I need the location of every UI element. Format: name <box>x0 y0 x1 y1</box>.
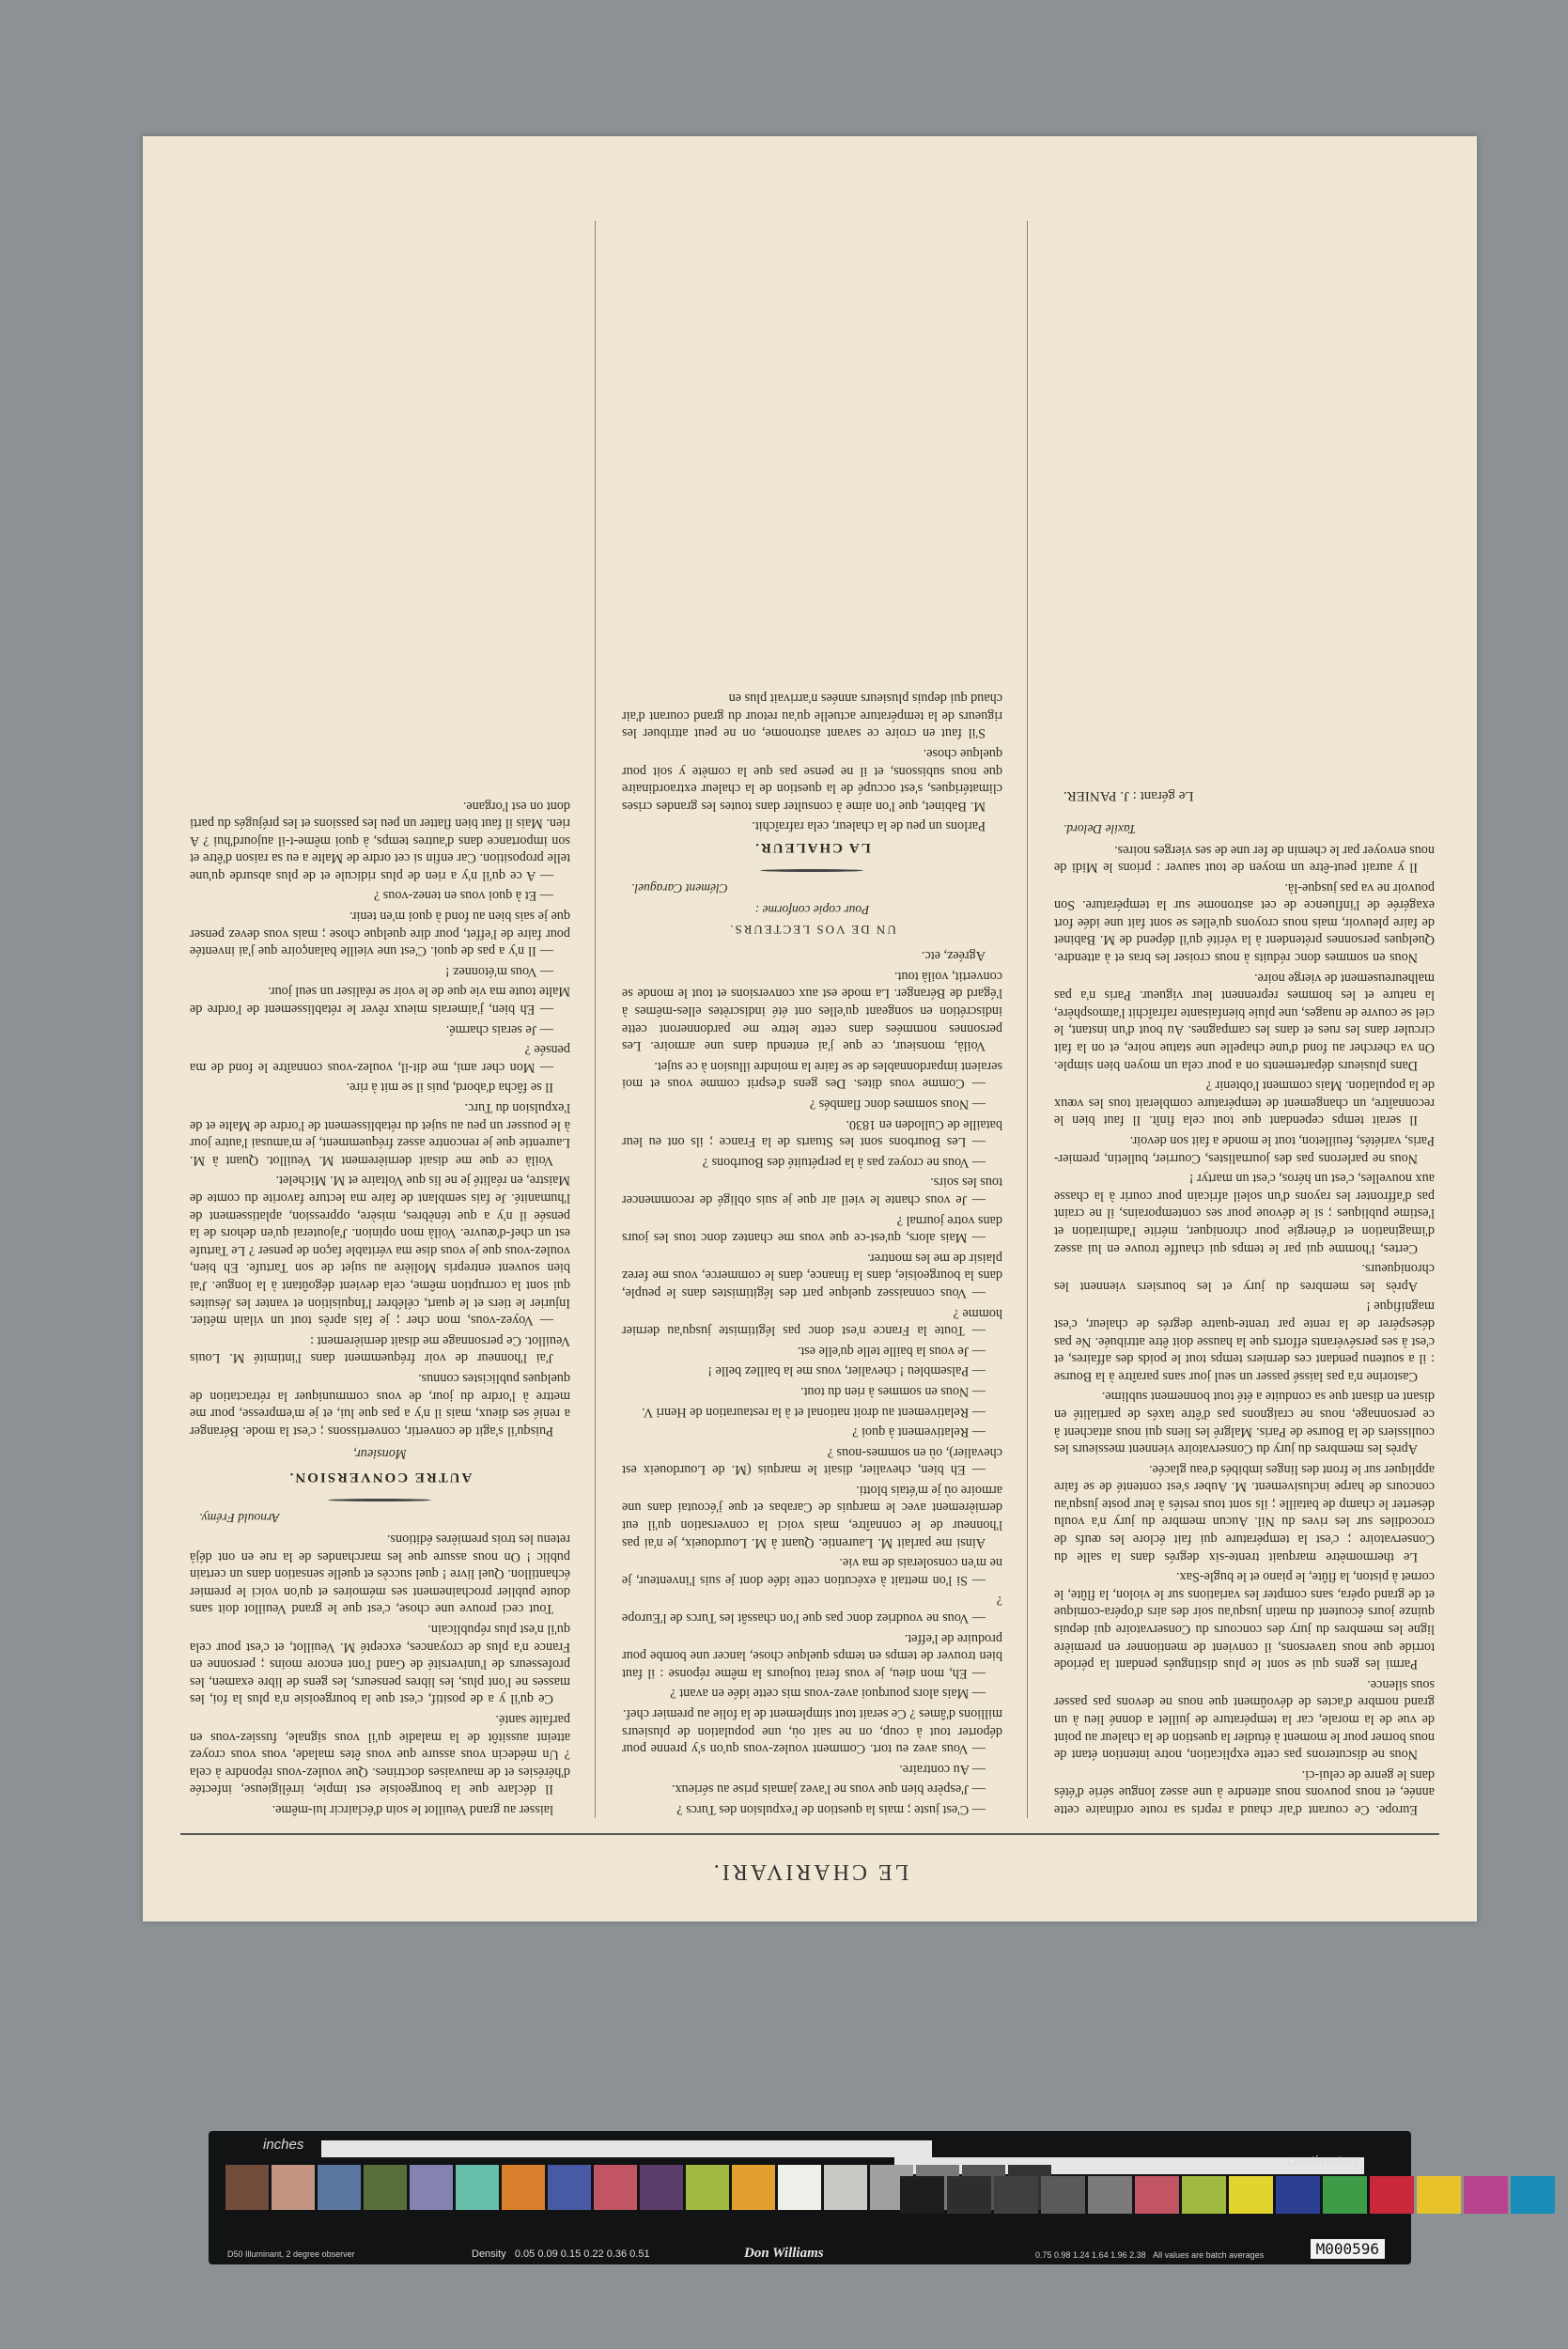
color-patch <box>318 2165 361 2210</box>
ornament-rule <box>329 1499 432 1501</box>
letter-byline: UN DE VOS LECTEURS. <box>728 922 896 937</box>
author-signature: Arnould Frémy. <box>199 1511 280 1526</box>
paragraph: Voilà ce que me disait dernièrement M. Veuillot. Quant à M. Laurentie que je rencontre assez fréquemment, je m'amusai l'autre jour à le pousser un peu au sujet du rétablissement de l'ordre de Malte et de l'expulsion du Turc. <box>190 1100 570 1168</box>
column-2-text-after <box>622 690 1002 835</box>
color-patch <box>594 2165 637 2210</box>
color-patch <box>1041 2176 1085 2214</box>
paragraph: Parmi les gens qui se sont le plus distingués pendant la période torride que nous traversons, il convient de mentionner en première ligne les membres du jury des concours du Conservatoire qui depuis quinze jours écoutent du matin jusqu'au soir des airs d'opéra-comique et de grand opéra, sans compter les variations sur le violon, la flûte, le cornet à piston, la flûte, le piano et le bugle-Sax. <box>1054 1569 1435 1672</box>
letter-salutation: Monsieur, <box>353 1446 407 1462</box>
paragraph: Nous ne discuterons pas cette explication, notre intention étant de nous borner pour le moment à étudier la question de la chaleur au point de vue de la morale, car la température de juillet a donné lieu à un grand nombre d'actes de dévoûment que nous ne devons pas passer sous silence. <box>1054 1676 1435 1763</box>
paragraph: Puisqu'il s'agit de convertir, convertissons ; c'est la mode. Béranger a renié ses dieux, mais il n'y a pas que lui, et je m'empresse, pour me mettre à l'ordre du jour, de vous communiquer la rétractation de quelques publicistes connus. <box>190 1370 570 1439</box>
color-patch <box>272 2165 315 2210</box>
color-patch <box>1323 2176 1367 2214</box>
color-patch <box>732 2165 775 2210</box>
paragraph: Agréez, etc. <box>921 948 986 964</box>
paragraph: — Relativement au droit national et à la restauration de Henri V. <box>642 1404 986 1420</box>
color-patch <box>778 2165 821 2210</box>
paragraph: — Eh bien, j'aimerais mieux rêver le rétablissement de l'ordre de Malte toute ma vie que de le voir se réaliser un seul jour. <box>190 984 570 1018</box>
color-patches-right <box>900 2176 1555 2214</box>
paragraph: Il se fâcha d'abord, puis il se mit à rire. <box>346 1080 553 1096</box>
ornament-rule <box>761 869 864 872</box>
paragraph: J'ai l'honneur de voir fréquemment dans l'intimité M. Louis Veuillot. Ce personnage me disait dernièrement : <box>190 1332 570 1366</box>
color-patch <box>640 2165 683 2210</box>
inches-label: inches <box>263 2137 304 2153</box>
paragraph: — Si l'on mettait à exécution cette idée dont je suis l'inventeur, je ne m'en consolerais de ma vie. <box>622 1555 1002 1588</box>
author-signature: Taxile Delord. <box>1063 821 1136 836</box>
color-patch <box>1464 2176 1508 2214</box>
paragraph: — Je vous la baille telle qu'elle est. <box>797 1343 986 1359</box>
paragraph: Le thermomètre marquait trente-six degrés dans la salle du Conservatoire ; c'est la température qui fait éclore les œufs de crocodiles sur les rives du Nil. Aucun membre du jury n'a voulu déserter le champ de bataille ; ils sont tous restés à leur poste jusqu'au concours de harpe inclusivement. M. Auber s'est contenté de se faire appliquer sur le front des linges imbibés d'eau glacée. <box>1054 1461 1435 1564</box>
averages-text: All values are batch averages <box>1153 2250 1265 2260</box>
paragraph: — Mais alors pourquoi avez-vous mis cette idée en avant ? <box>670 1686 986 1702</box>
column-2 <box>622 221 1002 1818</box>
averages-note <box>1035 2250 1264 2260</box>
paragraph: — Mais alors, qu'est-ce que vous me chantez donc tous les jours dans votre journal ? <box>622 1212 1002 1246</box>
color-patch <box>502 2165 545 2210</box>
column-3 <box>190 221 570 1818</box>
illuminant-note: D50 Illuminant, 2 degree observer <box>227 2249 355 2259</box>
brand-logo: Don Williams <box>744 2246 824 2261</box>
paragraph: Nous ne parlerons pas des journalistes, Courrier, bulletin, premier-Paris, variétés, feuilleton, tout le monde a fait son devoir. <box>1054 1133 1435 1166</box>
centimeters-label: centimeters <box>1287 2154 1360 2170</box>
paragraph: — Vous ne voudriez donc pas que l'on chassât les Turcs de l'Europe ? <box>622 1593 1002 1626</box>
paragraph: — Vous avez eu tort. Comment voulez-vous qu'on s'y prenne pour déporter tout à coup, on ne sait où, une population de plusieurs millions d'âmes ? Ce serait tout simplement de la folie au premier chef. <box>622 1706 1002 1757</box>
color-patch <box>548 2165 591 2210</box>
accession-number: M000596 <box>1311 2239 1385 2259</box>
column-divider <box>595 221 596 1818</box>
paragraph: — Je vous chante le vieil air que je suis obligé de recommencer tous les soirs. <box>622 1174 1002 1207</box>
paragraph: laisser au grand Veuillot le soin d'éclaircir lui-même. <box>272 1802 553 1817</box>
color-patch <box>1276 2176 1320 2214</box>
color-patch <box>1229 2176 1273 2214</box>
color-calibration-target <box>209 2131 1411 2264</box>
color-patch <box>1182 2176 1226 2214</box>
column-3-text-after <box>190 797 570 1439</box>
paragraph: — Voyez-vous, mon cher ; je fais après tout un vilain métier. Injurier le tiers et le quart, célébrer l'Inquisition et vanter les Jésuites qui sont la corruption même, cela devient dégoûtant à la longue. J'ai bien souvent entrepris Molière au sujet de son Tartufe. Eh bien, voulez-vous que je vous dise ma véritable façon de penser ? Le Tartufe est un chef-d'œuvre. Voilà mon opinion. J'ajouterai qu'en dehors de la pensée il n'y a que ténèbres, misère, oppression, aplatissement de l'humanité. Je fais semblant de faire ma lecture favorite du comte de Maistre, en réalité je ne lis que Voltaire et M. Michelet. <box>190 1173 570 1329</box>
copy-signature: Clément Caraguel. <box>631 881 728 896</box>
section-title-la-chaleur: LA CHALEUR. <box>753 839 871 855</box>
color-patch <box>994 2176 1038 2214</box>
paragraph: — Au contraire. <box>899 1761 986 1777</box>
upside-down-page <box>143 136 1477 1921</box>
color-patch <box>1135 2176 1179 2214</box>
column-1-text <box>1054 841 1435 1818</box>
paragraph: — C'est juste ; mais la question de l'expulsion des Turcs ? <box>676 1802 986 1817</box>
paragraph: — Relativement à quoi ? <box>852 1424 986 1440</box>
color-patch <box>1088 2176 1132 2214</box>
column-2-text <box>622 947 1002 1818</box>
color-patch <box>364 2165 407 2210</box>
color-patch <box>456 2165 499 2210</box>
color-patch <box>1511 2176 1555 2214</box>
section-title-autre-conversion: AUTRE CONVERSION. <box>287 1469 473 1485</box>
paragraph: Après les membres du jury du Conservatoire viennent messieurs les coulissiers de la Bourse de Paris. Malgré les liens qui nous attachent à ce personnage, nous ne craignons pas d'être taxés de partialité en disant en disant que sa conduite a été tout bonnement sublime. <box>1054 1389 1435 1457</box>
density-title: Density <box>472 2248 506 2260</box>
paragraph: Après les membres du jury et les boursiers viennent les chroniqueurs. <box>1054 1261 1435 1294</box>
paragraph: — Mon cher ami, me dit-il, voulez-vous connaître le fond de ma pensée ? <box>190 1042 570 1075</box>
density-values-right: 0.75 0.98 1.24 1.64 1.96 2.38 <box>1035 2250 1146 2260</box>
paragraph: — Vous m'étonnez ! <box>444 963 553 979</box>
gerant-line: Le gérant : J. PANIER. <box>1063 788 1194 804</box>
color-patch <box>686 2165 729 2210</box>
paragraph: — Et à quoi vous en tenez-vous ? <box>373 888 553 904</box>
color-patch <box>410 2165 453 2210</box>
paragraph: Europe. Ce courant d'air chaud a repris sa route ordinaire cette année, et nous pouvons nous attendre à une assez longue série d'étés dans le genre de celui-ci. <box>1054 1766 1435 1817</box>
color-patch <box>900 2176 944 2214</box>
paragraph: M. Babinet, que l'on aime à consulter dans toutes les grandes crises climatériques, s'est occupé de la question de la chaleur extraordinaire que nous subissons, et il ne pense pas que la comète y soit pour quelque chose. <box>622 745 1002 814</box>
color-patch <box>824 2165 867 2210</box>
paragraph: — Nous sommes donc flambés ? <box>809 1097 986 1112</box>
newspaper-sheet <box>143 136 1477 1921</box>
masthead-rule <box>180 1833 1439 1835</box>
paragraph: Castorine n'a pas laissé passer un seul jour sans paraître à la Bourse : il a soutenu pendant ces derniers temps tout le poids des affaires, et c'est à ses persévérants efforts que la hausse doit être attribuée. Ne pas désespérer de la rente par trente-quatre degrés de chaleur, c'est magnifique ! <box>1054 1299 1435 1384</box>
paragraph: — Nous en sommes à rien du tout. <box>800 1383 986 1399</box>
paragraph: — Je serais charmé. <box>445 1021 553 1037</box>
paragraph: — J'espère bien que vous ne l'avez jamais prise au sérieux. <box>671 1781 986 1797</box>
paragraph: — Toute la France n'est donc pas légitimiste jusqu'au dernier homme ? <box>622 1305 1002 1339</box>
paragraph: Certes, l'homme qui par le temps qui chauffe trouve en lui assez d'imagination et d'énergie pour chroniquer, mérite l'admiration et l'estime publiques ; si le dévoue pour ses contemporains, il ne craint pas d'affronter les rayons d'un soleil africain pour courir à la chasse aux nouvelles, c'est un héros, c'est un martyr ! <box>1054 1171 1435 1256</box>
paragraph: Voilà, monsieur, ce que j'ai entendu dans une armoire. Les personnes nommées dans cette lettre me pardonneront cette indiscrétion en songeant qu'elles ont été indiscrètes elles-mêmes à l'égard de Béranger. La mode est aux conversions et tout le monde se convertit, voilà tout. <box>622 968 1002 1054</box>
paragraph: — Palsembleu ! chevalier, vous me la baillez belle ! <box>707 1363 986 1379</box>
paragraph: — Vous connaissez quelque part des légitimistes dans le peuple, dans la bourgeoisie, dans la finance, dans le commerce, vous me ferez plaisir de me les montrer. <box>622 1250 1002 1300</box>
paragraph: Il déclare que la bourgeoisie est impie, irréligieuse, infectée d'hérésies et de mauvaises doctrines. Que voulez-vous répondre à cela ? Un médecin vous assure que vous êtes malade, vous vous croyez atteint aussitôt de la maladie qu'il vous signale, fussiez-vous en parfaite santé. <box>190 1712 570 1797</box>
paragraph: Nous en sommes donc réduits à nous croiser les bras et à attendre. Quelques personnes prétendent à la vérité qu'il dépend de M. Babinet de faire pleuvoir, mais nous croyons qu'elles se sont fait une idée fort exagérée de l'influence de cet astronome sur la température. Son pouvoir ne va pas jusque-là. <box>1054 879 1435 966</box>
copy-note: Pour copie conforme : <box>754 903 870 918</box>
color-patch <box>947 2176 991 2214</box>
paragraph: Parlons un peu de la chaleur, cela rafraîchit. <box>752 818 986 834</box>
paragraph: Ainsi me parlait M. Laurentie. Quant à M. Lourdoueix, je n'ai pas l'honneur de le connaître, mais voici la conversation qu'il eut dernièrement avec le marquis de Carabas et que j'écoutai dans une armoire où je m'étais blotti. <box>622 1482 1002 1550</box>
column-divider <box>1027 221 1028 1818</box>
density-label <box>472 2248 650 2260</box>
paragraph: Tout ceci prouve une chose, c'est que le grand Veuillot doit sans doute publier prochainement ses mémoires et qu'on voici le premier échantillon. Quel livre ! quel succès et quelle sensation dans un certain public ! On nous assure que les marchandes de la rue en ont déjà retenu les trois premières éditions. <box>190 1532 570 1617</box>
paragraph: S'il faut en croire ce savant astronome, on ne peut attribuer les rigueurs de la température actuelle qu'au retour du grand courant d'air chaud qui depuis plusieurs années n'arrivait plus en <box>622 691 1002 741</box>
density-values: 0.05 0.09 0.15 0.22 0.36 0.51 <box>514 2248 650 2260</box>
column-1 <box>1054 221 1435 1818</box>
inch-ruler <box>321 2140 932 2157</box>
paragraph: Il serait temps cependant que tout cela finît. Il faut bien le reconnaître, un changement de température comblerait tous les vœux de la population. Mais comment l'obtenir ? <box>1054 1078 1435 1128</box>
paragraph: — Vous ne croyez pas à la perpétuité des Bourbons ? <box>702 1154 986 1170</box>
paragraph: Ce qu'il y a de positif, c'est que la bourgeoisie n'a plus la foi, les masses ne l'ont plus, les libres penseurs, les gens de libre examen, les professeurs de l'université de Gand l'ont encore moins ; personne en France n'a plus de croyances, excepté M. Veuillot, et c'est pour cela qu'il n'est plus républicain. <box>190 1622 570 1707</box>
paragraph: — Il n'y a pas de quoi. C'est une vieille balançoire que j'ai inventée pour faire de l'effet, pour dire quelque chose ; mais vous devez penser que je sais bien au fond à quoi m'en tenir. <box>190 909 570 959</box>
paragraph: — A ce qu'il n'y a rien de plus ridicule et de plus absurde qu'une telle proposition. Car enfin si cet ordre de Malte a eu sa raison d'être et son importance dans d'autres temps, à quoi même-t-il aujourd'hui ? A rien. Mais il faut bien flatter un peu les passions et les préjugés du parti dont on est l'organe. <box>190 798 570 883</box>
paragraph: — Eh, mon dieu, je vous ferai toujours la même réponse : il faut bien trouver de temps en temps quelque chose, lancer une bombe pour produire de l'effet. <box>622 1630 1002 1681</box>
paragraph: Dans plusieurs départements on a pour cela un moyen bien simple. On va chercher au fond d'une chapelle une statue noire, et on la fait circuler dans les rues et dans les campagnes. Au bout d'un instant, le ciel se couvre de nuages, une pluie bienfaisante rafraîchit l'atmosphère, la nature et les hommes reprennent leur vigueur. Paris n'a pas malheureusement de vierge noire. <box>1054 970 1435 1073</box>
color-patch <box>225 2165 269 2210</box>
paragraph: — Eh bien, chevalier, disait le marquis (M. de Lourdoueix est chevalier), où en sommes-nous ? <box>622 1444 1002 1478</box>
paragraph: Il y aurait peut-être un moyen de tout sauver : prions le Midi de nous envoyer par le chemin de fer une de ses vierges noires. <box>1054 842 1435 876</box>
column-3-text <box>190 1531 570 1819</box>
paragraph: — Comme vous dites. Des gens d'esprit comme vous et moi seraient impardonnables de se faire la moindre illusion à ce sujet. <box>622 1058 1002 1092</box>
paragraph: — Les Bourbons sont les Stuarts de la France ; ils ont eu leur bataille de Culloden en 1830. <box>622 1116 1002 1150</box>
color-patch <box>1417 2176 1461 2214</box>
masthead: LE CHARIVARI. <box>710 1859 909 1884</box>
color-patch <box>1370 2176 1414 2214</box>
